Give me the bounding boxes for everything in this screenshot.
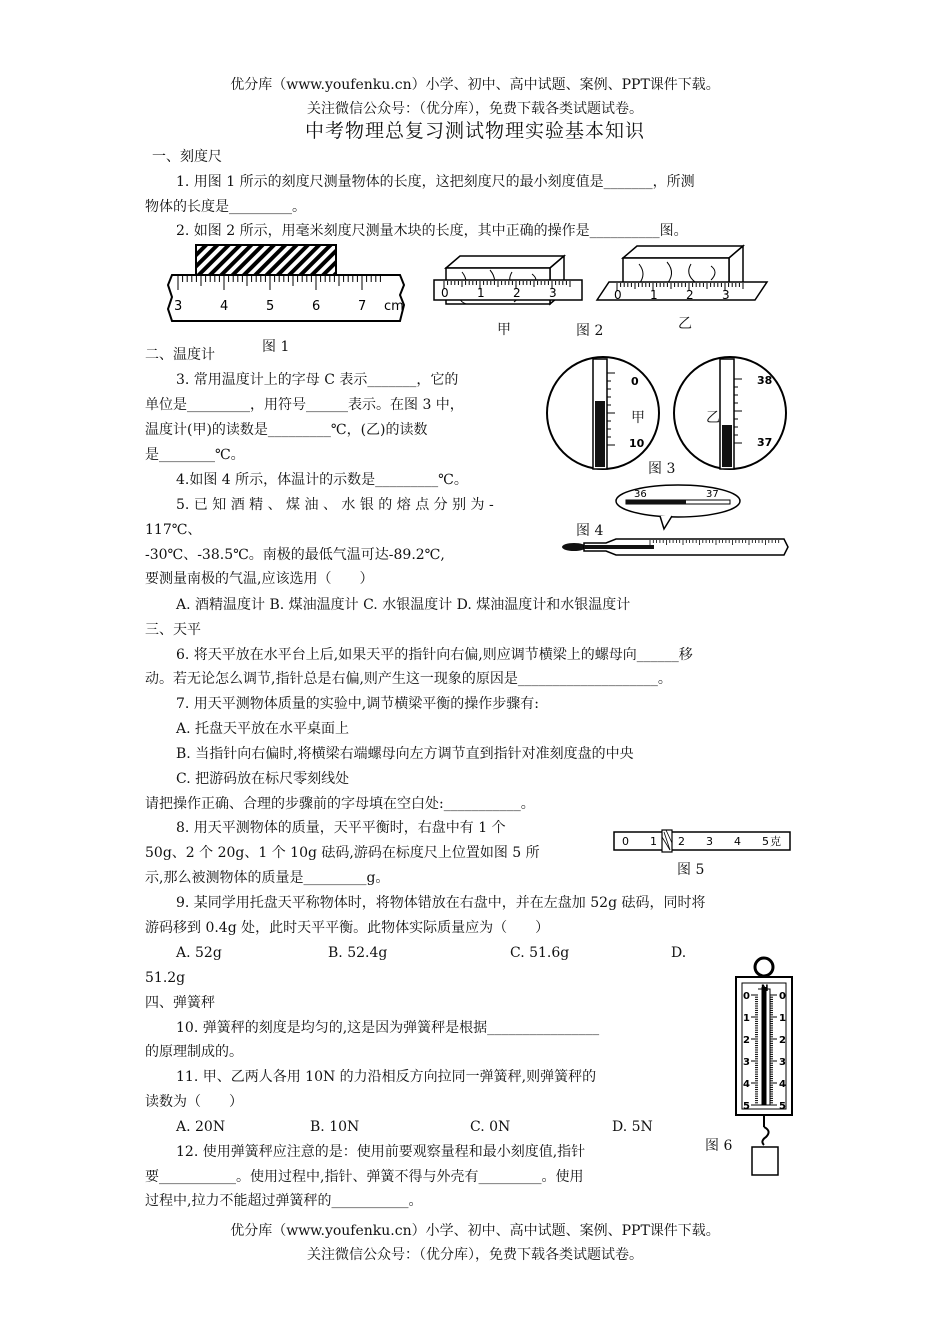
ruler-jia-label: 0 xyxy=(441,286,449,300)
question-5-options: A. 酒精温度计 B. 煤油温度计 C. 水银温度计 D. 煤油温度计和水银温度计 xyxy=(176,597,631,613)
figure-2-jia-label: 甲 xyxy=(497,322,511,338)
ruler-jia-label: 3 xyxy=(549,286,557,300)
rider-scale-label: 5 xyxy=(762,835,769,848)
figure-5-rider-scale xyxy=(612,829,792,853)
spring-scale-label: 3 xyxy=(743,1057,750,1068)
question-3-line-1: 3. 常用温度计上的字母 C 表示_______，它的 xyxy=(176,372,459,388)
question-1-line-1: 1. 用图 1 所示的刻度尺测量物体的长度，这把刻度尺的最小刻度值是_______，所测 xyxy=(176,174,695,190)
figure-3-caption: 图 3 xyxy=(648,461,676,477)
spring-scale-label: 1 xyxy=(779,1013,786,1024)
spring-scale-label: 3 xyxy=(779,1057,786,1068)
spring-scale-label: 2 xyxy=(743,1035,750,1046)
spring-scale-label: 5 xyxy=(743,1101,750,1112)
question-5-line-1: 5. 已 知 酒 精 、 煤 油 、 水 银 的 熔 点 分 别 为 - xyxy=(176,497,494,513)
question-2: 2. 如图 2 所示，用毫米刻度尺测量木块的长度，其中正确的操作是__________图。 xyxy=(176,223,688,239)
figure-3-jia-label: 甲 xyxy=(631,410,645,426)
question-11-option-c: C. 0N xyxy=(470,1119,511,1135)
figure-2-yi-label: 乙 xyxy=(678,316,692,332)
question-11-option-b: B. 10N xyxy=(310,1119,360,1135)
ruler-yi-label: 1 xyxy=(650,288,658,302)
question-8-line-1: 8. 用天平测物体的质量，天平平衡时，右盘中有 1 个 xyxy=(176,820,506,836)
figure-5-caption: 图 5 xyxy=(677,862,705,878)
spring-scale-label: 1 xyxy=(743,1013,750,1024)
ruler-1-label: 5 xyxy=(266,299,275,314)
thermometer-yi-tick-37: 37 xyxy=(757,436,773,449)
question-6-line-1: 6. 将天平放在水平台上后,如果天平的指针向右偏,则应调节横梁上的螺母向______移 xyxy=(176,647,693,663)
question-7-step-c: C. 把游码放在标尺零刻线处 xyxy=(176,771,350,787)
question-7: 7. 用天平测物体质量的实验中,调节横梁平衡的操作步骤有: xyxy=(176,696,539,712)
rider-scale-unit: 克 xyxy=(770,835,781,848)
ruler-1-label: 6 xyxy=(312,299,321,314)
question-8-line-2: 50g、2 个 20g、1 个 10g 砝码,游码在标度尺上位置如图 5 所 xyxy=(145,845,540,861)
ruler-1-label: 7 xyxy=(358,299,367,314)
rider-scale-label: 3 xyxy=(706,835,713,848)
question-12-line-2: 要___________。使用过程中,指针、弹簧不得与外壳有_________。使用 xyxy=(145,1169,584,1185)
figure-2-yi-diagram xyxy=(595,242,770,317)
rider-scale-label: 4 xyxy=(734,835,741,848)
ruler-1-label: 3 xyxy=(174,299,183,314)
question-5-line-3: -30℃、-38.5℃。南极的最低气温可达-89.2℃, xyxy=(145,547,445,563)
question-11-line-1: 11. 甲、乙两人各用 10N 的力沿相反方向拉同一弹簧秤,则弹簧秤的 xyxy=(176,1069,597,1085)
question-1-line-2: 物体的长度是_________。 xyxy=(145,199,306,215)
question-9-option-d-label: D. xyxy=(671,945,687,961)
page-title: 中考物理总复习测试物理实验基本知识 xyxy=(304,120,645,142)
ruler-jia-label: 1 xyxy=(477,286,485,300)
question-4: 4.如图 4 所示，体温计的示数是_________℃。 xyxy=(176,472,468,488)
figure-4-caption: 图 4 xyxy=(576,523,604,539)
question-9-line-2: 游码移到 0.4g 处，此时天平平衡。此物体实际质量应为（ ） xyxy=(145,920,550,936)
question-9-line-1: 9. 某同学用托盘天平称物体时，将物体错放在右盘中，并在左盘加 52g 砝码，同时将 xyxy=(176,895,706,911)
section-heading-thermometer: 二、温度计 xyxy=(145,347,215,363)
figure-3-thermometers xyxy=(545,355,790,475)
question-9-option-d-value: 51.2g xyxy=(145,970,186,986)
question-10-line-1: 10. 弹簧秤的刻度是均匀的,这是因为弹簧秤是根据________________ xyxy=(176,1020,600,1036)
question-3-line-4: 是________℃。 xyxy=(145,447,245,463)
figure-2-jia-diagram xyxy=(432,252,587,322)
header-line-1: 优分库（www.youfenku.cn）小学、初中、高中试题、案例、PPT课件下载。 xyxy=(230,77,720,93)
figure-1-ruler xyxy=(160,243,410,323)
question-12-line-3: 过程中,拉力不能超过弹簧秤的___________。 xyxy=(145,1193,423,1209)
ruler-1-label: 4 xyxy=(220,299,229,314)
question-11-option-d: D. 5N xyxy=(612,1119,653,1135)
question-5-line-2: 117℃、 xyxy=(145,522,202,538)
question-3-line-3: 温度计(甲)的读数是_________℃，(乙)的读数 xyxy=(145,422,428,438)
question-6-line-2: 动。若无论怎么调节,指针总是右偏,则产生这一现象的原因是____________________。 xyxy=(145,671,672,687)
question-7-step-b: B. 当指针向右偏时,将横梁右端螺母向左方调节直到指针对准刻度盘的中央 xyxy=(176,746,634,762)
ruler-jia-label: 2 xyxy=(513,286,521,300)
fever-tick-37: 37 xyxy=(706,489,719,500)
ruler-1-unit: cm xyxy=(384,299,404,314)
question-7-answer-line: 请把操作正确、合理的步骤前的字母填在空白处:___________。 xyxy=(145,796,535,812)
ruler-yi-label: 3 xyxy=(722,288,730,302)
figure-6-caption: 图 6 xyxy=(705,1138,733,1154)
spring-scale-label: 4 xyxy=(743,1079,750,1090)
question-7-step-a: A. 托盘天平放在水平桌面上 xyxy=(176,721,350,737)
question-9-option-c: C. 51.6g xyxy=(510,945,570,961)
figure-6-spring-scale xyxy=(732,955,802,1195)
section-heading-spring-scale: 四、弹簧秤 xyxy=(145,995,215,1011)
question-12-line-1: 12. 使用弹簧秤应注意的是：使用前要观察量程和最小刻度值,指针 xyxy=(176,1144,586,1160)
spring-scale-label: 5 xyxy=(779,1101,786,1112)
figure-1-caption: 图 1 xyxy=(262,339,290,355)
question-8-line-3: 示,那么被测物体的质量是_________g。 xyxy=(145,870,390,886)
thermometer-jia-tick-0: 0 xyxy=(631,375,639,388)
rider-scale-label: 1 xyxy=(650,835,657,848)
question-9-option-a: A. 52g xyxy=(176,945,222,961)
question-9-option-b: B. 52.4g xyxy=(328,945,388,961)
figure-2-caption: 图 2 xyxy=(576,323,604,339)
question-11-line-2: 读数为（ ） xyxy=(145,1094,243,1110)
spring-scale-label: 0 xyxy=(779,991,786,1002)
figure-3-yi-label: 乙 xyxy=(706,410,720,426)
rider-scale-label: 2 xyxy=(678,835,685,848)
question-10-line-2: 的原理制成的。 xyxy=(145,1044,243,1060)
fever-tick-36: 36 xyxy=(634,489,647,500)
footer-line-1: 优分库（www.youfenku.cn）小学、初中、高中试题、案例、PPT课件下载。 xyxy=(230,1223,720,1239)
footer-line-2: 关注微信公众号：（优分库），免费下载各类试题试卷。 xyxy=(307,1247,643,1263)
ruler-yi-label: 0 xyxy=(614,288,622,302)
question-3-line-2: 单位是_________，用符号______表示。在图 3 中， xyxy=(145,397,464,413)
thermometer-jia-tick-10: 10 xyxy=(629,437,645,450)
header-line-2: 关注微信公众号：（优分库），免费下载各类试题试卷。 xyxy=(307,101,643,117)
question-11-option-a: A. 20N xyxy=(176,1119,226,1135)
section-heading-balance: 三、天平 xyxy=(145,622,201,638)
ruler-yi-label: 2 xyxy=(686,288,694,302)
spring-scale-label: 2 xyxy=(779,1035,786,1046)
spring-scale-unit: N xyxy=(761,984,769,994)
thermometer-yi-tick-38: 38 xyxy=(757,374,773,387)
rider-scale-label: 0 xyxy=(622,835,629,848)
spring-scale-label: 4 xyxy=(779,1079,786,1090)
question-5-line-4: 要测量南极的气温,应该选用（ ） xyxy=(145,571,374,587)
section-heading-ruler: 一、刻度尺 xyxy=(152,149,222,165)
spring-scale-label: 0 xyxy=(743,991,750,1002)
